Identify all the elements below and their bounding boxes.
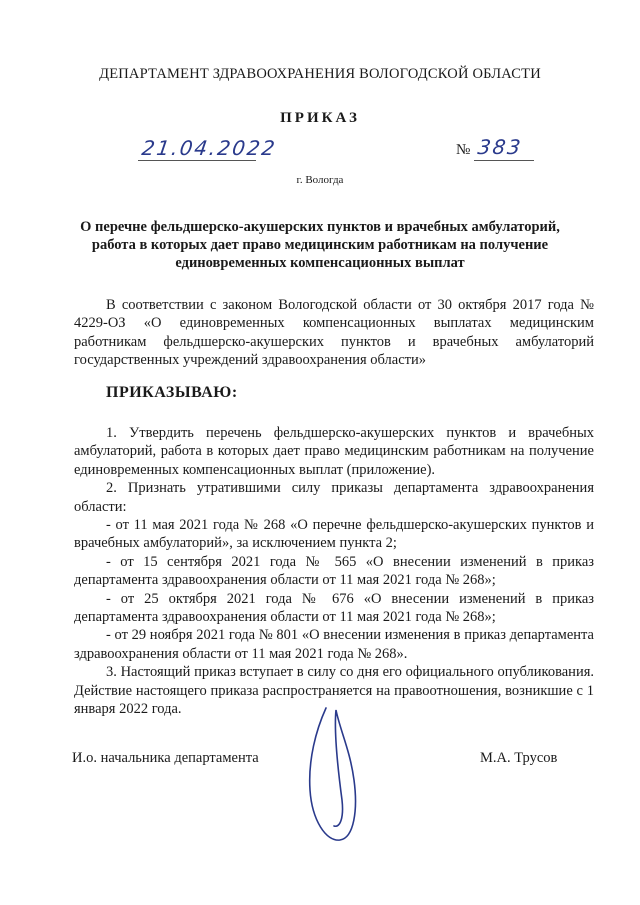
- preamble-text: В соответствии с законом Вологодской области от 30 октября 2017 года № 4229-ОЗ «О единовременных компенсационных выплатах медицинским работникам фельдшерско-акушерских пунктов и врачебных амбулаторий государственных учреждений здравоохранения области»: [74, 297, 594, 369]
- item-2-subitem: - от 11 мая 2021 года № 268 «О перечне фельдшерско-акушерских пунктов и врачебных амбулаторий», за исключением пункта 2;: [74, 517, 594, 552]
- city-label: г. Вологда: [296, 174, 344, 186]
- item-1: 1. Утвердить перечень фельдшерско-акушерских пунктов и врачебных амбулаторий, работа в которых дает право медицинским работникам на получение единовременных компенсационных выплат (приложение).: [74, 425, 594, 478]
- handwritten-date: 21.04.2022: [140, 136, 279, 160]
- order-items: [74, 424, 594, 719]
- item-2: 2. Признать утратившими силу приказы департамента здравоохранения области:: [74, 480, 594, 515]
- item-2-subitem: - от 29 ноября 2021 года № 801 «О внесении изменения в приказ департамента здравоохранения области от 11 мая 2021 года № 268».: [74, 627, 594, 662]
- department-header: ДЕПАРТАМЕНТ ЗДРАВООХРАНЕНИЯ ВОЛОГОДСКОЙ ОБЛАСТИ: [99, 66, 541, 82]
- order-subject: О перечне фельдшерско-акушерских пунктов и врачебных амбулаторий, работа в которых дает право медицинским работникам на получение единовременных компенсационных выплат: [80, 219, 560, 271]
- item-2-subitem: - от 25 октября 2021 года № 676 «О внесении изменений в приказ департамента здравоохранения области от 11 мая 2021 года № 268»;: [74, 590, 594, 626]
- signatory-name: М.А. Трусов: [480, 750, 558, 766]
- document-title: ПРИКАЗ: [280, 110, 360, 126]
- handwritten-number: 383: [476, 135, 524, 159]
- signatory-role: И.о. начальника департамента: [72, 750, 259, 766]
- order-keyword: ПРИКАЗЫВАЮ:: [106, 384, 238, 401]
- number-underline: [474, 160, 534, 161]
- number-label: №: [456, 142, 471, 158]
- handwritten-signature: [296, 700, 376, 850]
- item-3: 3. Настоящий приказ вступает в силу со дня его официального опубликования. Действие настоящего приказа распространяется на правоотношения, возникшие с 1 января 2022 года.: [74, 664, 594, 718]
- item-2-subitem: - от 15 сентября 2021 года № 565 «О внесении изменений в приказ департамента здравоохранения области от 11 мая 2021 года № 268»;: [74, 553, 594, 589]
- date-underline: [138, 160, 256, 161]
- preamble: [74, 296, 594, 370]
